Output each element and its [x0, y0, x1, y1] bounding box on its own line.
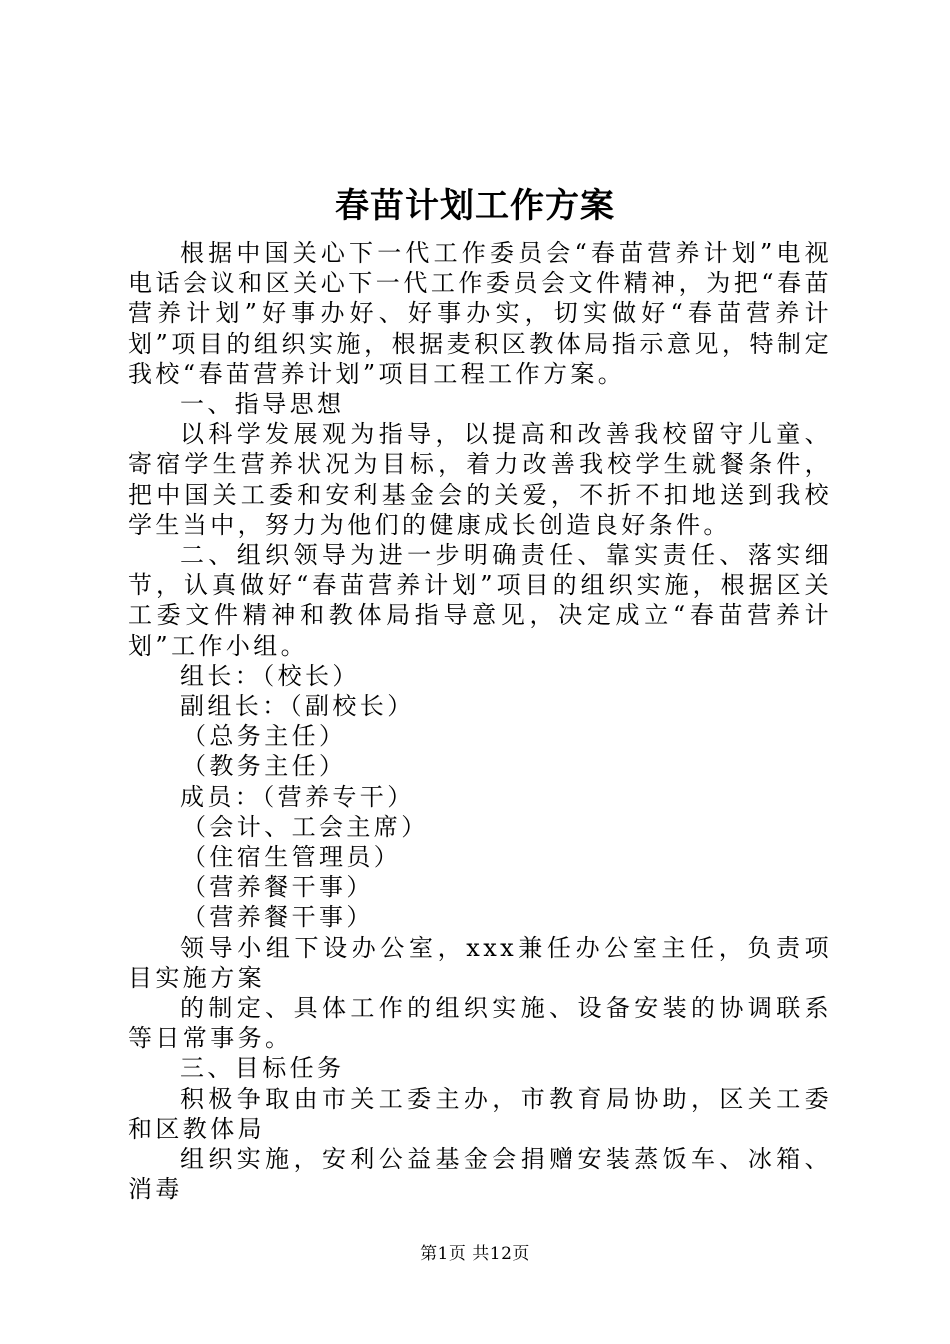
- office-paragraph-2: 的制定、具体工作的组织实施、设备安装的协调联系等日常事务。: [128, 994, 832, 1053]
- section-2-paragraph: 二、组织领导为进一步明确责任、靠实责任、落实细节，认真做好“春苗营养计划”项目的组织实施，根据区关工委文件精神和教体局指导意见，决定成立“春苗营养计划”工作小组。: [128, 541, 832, 660]
- roster-deputy-item: （教务主任）: [182, 752, 347, 781]
- roster-member-item: （营养餐干事）: [182, 903, 374, 932]
- section-3-heading: 三、目标任务: [180, 1054, 345, 1083]
- section-3-paragraph-1: 积极争取由市关工委主办，市教育局协助，区关工委和区教体局: [128, 1084, 832, 1143]
- document-title: 春苗计划工作方案: [335, 186, 615, 226]
- roster-member-item: （会计、工会主席）: [182, 812, 429, 841]
- roster-members: 成员：（营养专干）: [180, 782, 415, 811]
- roster-member-item: （营养餐干事）: [182, 873, 374, 902]
- page-footer: 第1页 共12页: [420, 1244, 530, 1264]
- section-3-paragraph-2: 组织实施，安利公益基金会捐赠安装蒸饭车、冰箱、消毒: [128, 1145, 832, 1204]
- intro-paragraph: 根据中国关心下一代工作委员会“春苗营养计划”电视电话会议和区关心下一代工作委员会文件精神，为把“春苗营养计划”好事办好、好事办实，切实做好“春苗营养计划”项目的组织实施，根据麦积区教体局指示意见，特制定我校“春苗营养计划”项目工程工作方案。: [128, 239, 832, 388]
- roster-leader: 组长：（校长）: [180, 661, 360, 690]
- section-1-paragraph: 以科学发展观为指导，以提高和改善我校留守儿童、寄宿学生营养状况为目标，着力改善我校学生就餐条件，把中国关工委和安利基金会的关爱，不折不扣地送到我校学生当中，努力为他们的健康成长创造良好条件。: [128, 420, 832, 539]
- roster-member-item: （住宿生管理员）: [182, 843, 402, 872]
- document-body: [128, 238, 832, 1205]
- office-paragraph-1: 领导小组下设办公室，xxx兼任办公室主任，负责项目实施方案: [128, 933, 832, 992]
- section-1-heading: 一、指导思想: [180, 390, 345, 419]
- roster-deputy: 副组长：（副校长）: [180, 692, 415, 721]
- roster-deputy-item: （总务主任）: [182, 722, 347, 751]
